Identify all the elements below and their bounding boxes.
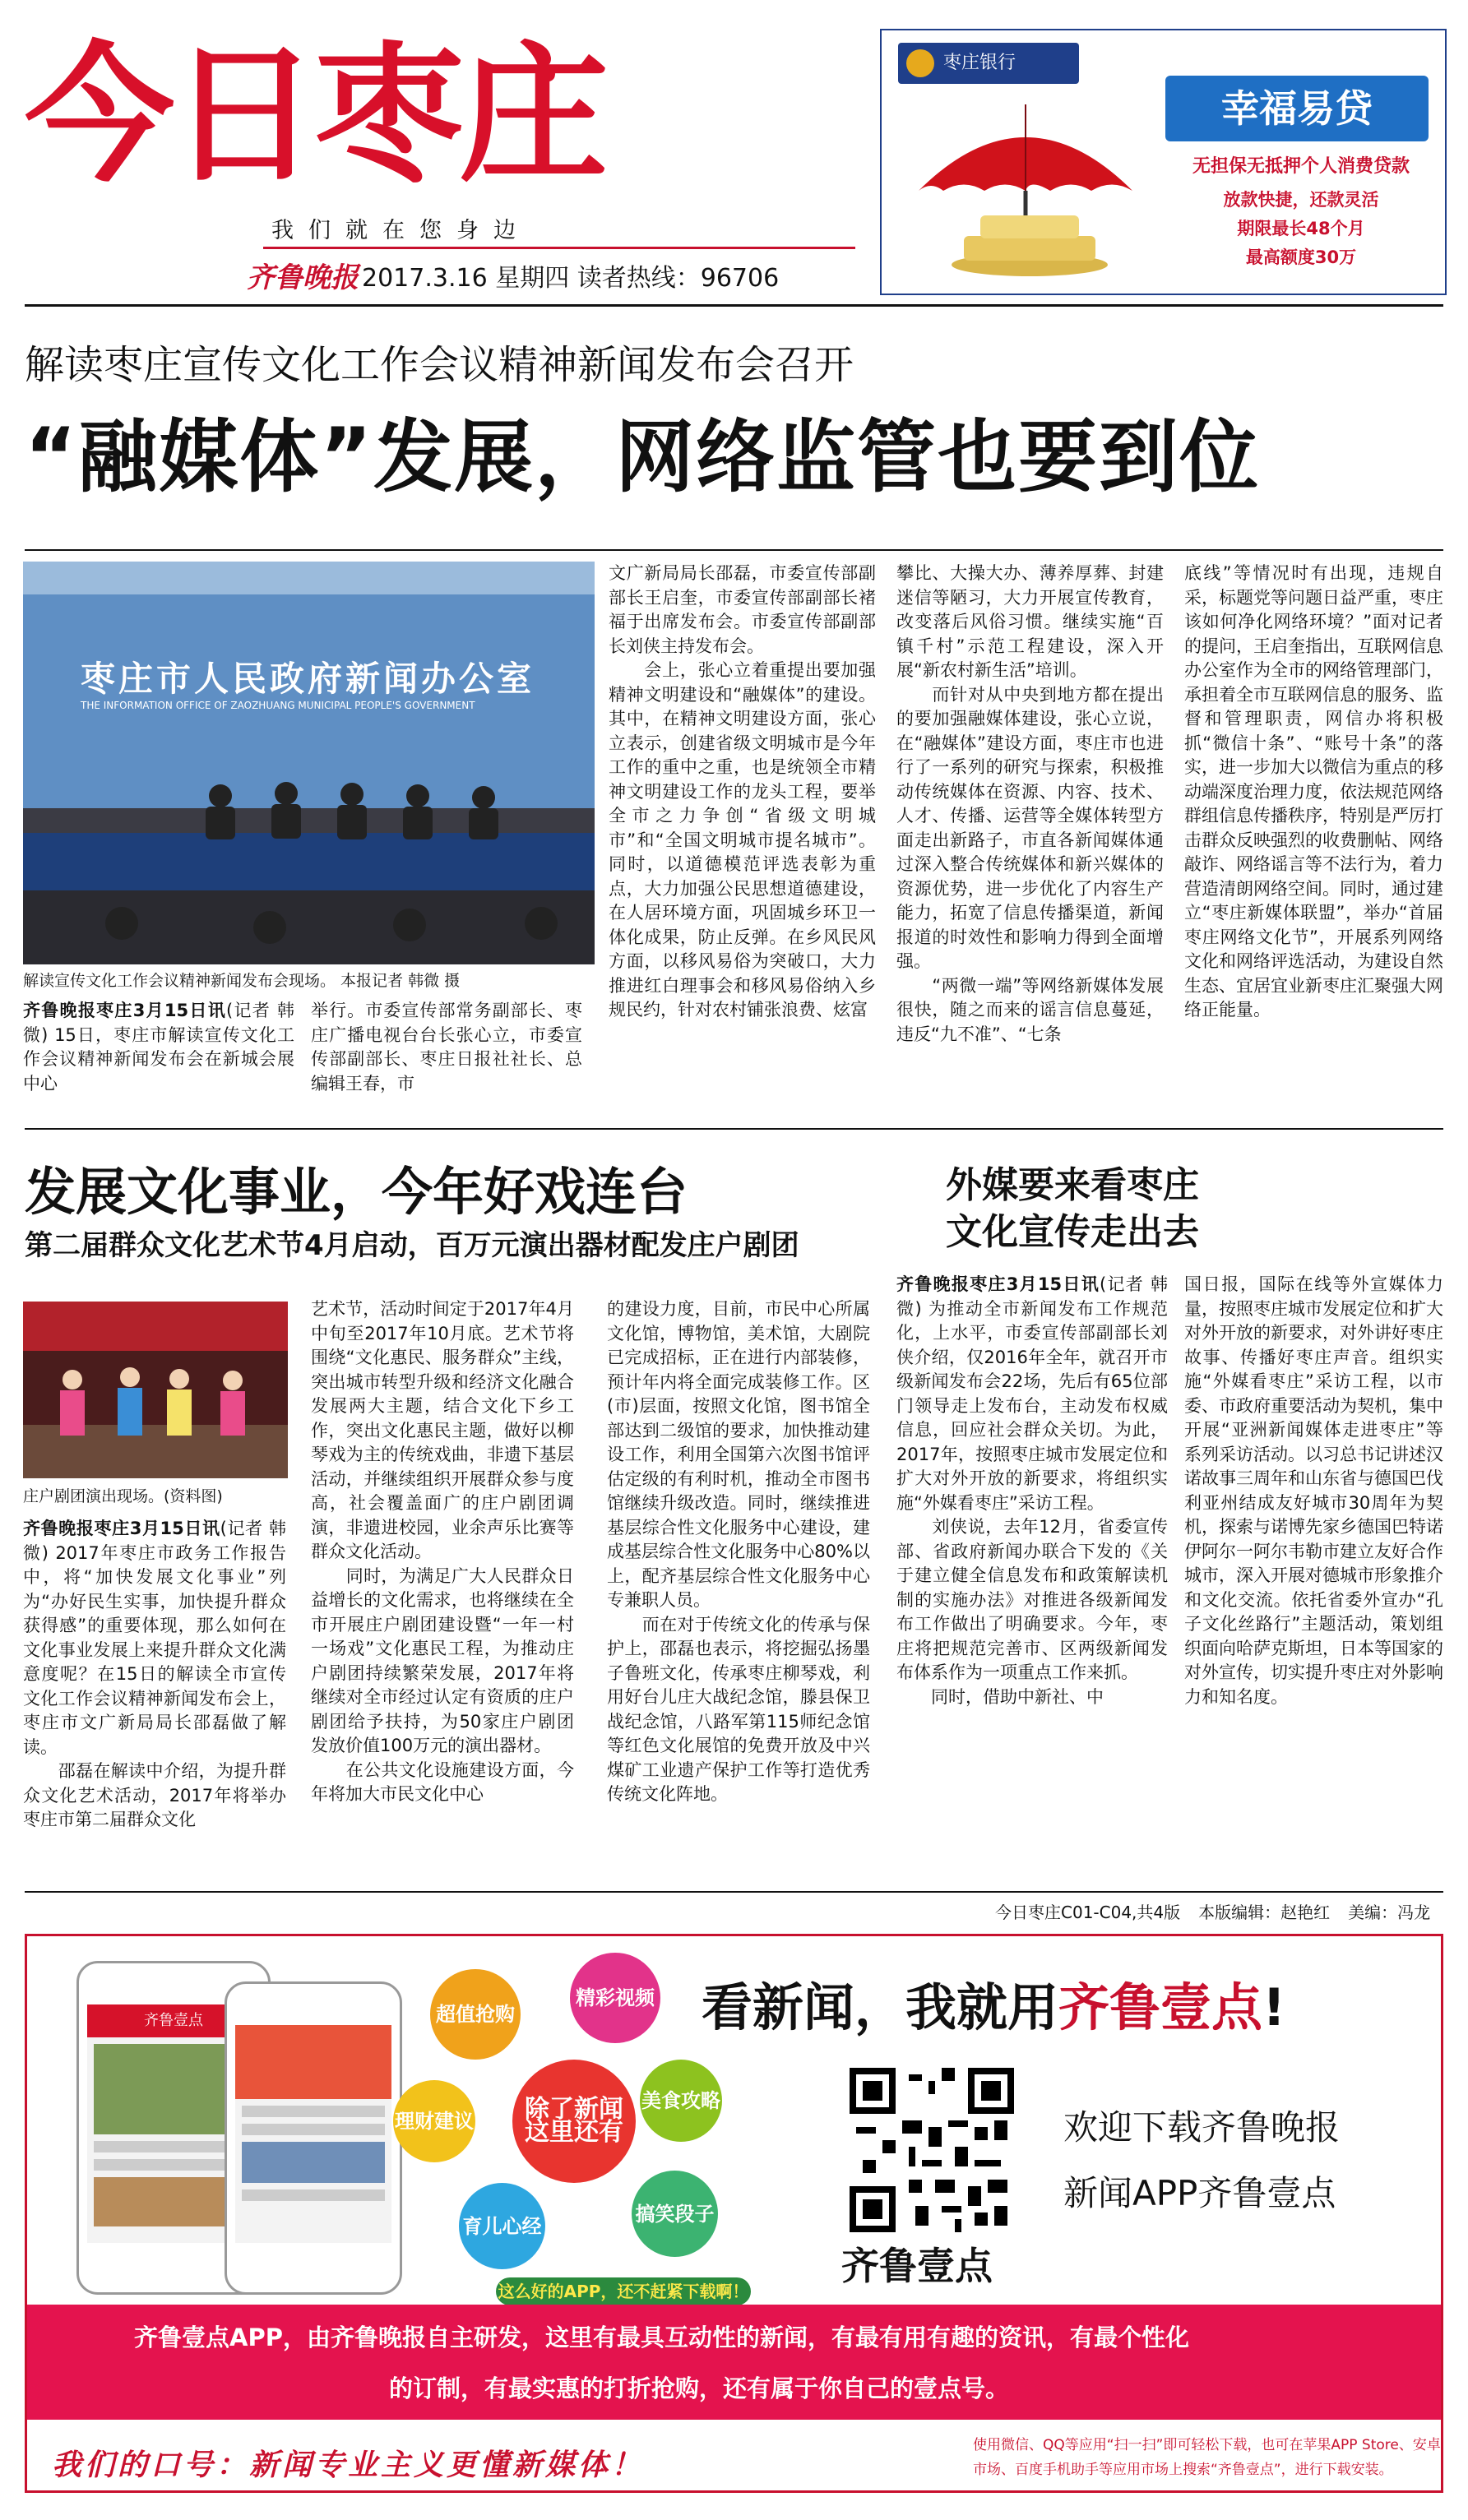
band-line-1: 齐鲁壹点APP，由齐鲁晚报自主研发，这里有最具互动性的新闻，有最有用有趣的资讯，有最个性化 xyxy=(134,2323,1189,2351)
photo-caption: 解读宣传文化工作会议精神新闻发布会现场。 本报记者 韩微 摄 xyxy=(23,972,461,990)
phone-mockup-front xyxy=(225,1981,402,2295)
download-note-2: 市场、百度手机助手等应用市场上搜索“齐鲁壹点”，进行下载安装。 xyxy=(973,2462,1393,2478)
photo-sign-en: THE INFORMATION OFFICE OF ZAOZHUANG MUNICIPAL PEOPLE'S GOVERNMENT xyxy=(81,700,475,711)
bank-ad-line: 最高额度30万 xyxy=(1245,247,1357,267)
lead-column-2: 举行。市委宣传部常务副部长、枣庄广播电视台台长张心立，市委宣传部副部长、枣庄日报社社长、总编辑王春，市 xyxy=(311,1001,582,1094)
tagline-brand: 齐鲁壹点 xyxy=(1058,1977,1263,2037)
credits-divider xyxy=(25,1891,1443,1893)
download-line-2: 新闻APP齐鲁壹点 xyxy=(1063,2173,1336,2213)
bank-ad-banner: 幸福易贷 xyxy=(1165,76,1429,141)
lead-kicker: 解读枣庄宣传文化工作会议精神新闻发布会召开 xyxy=(25,342,854,388)
opera-troupe-photo xyxy=(23,1302,288,1478)
tagline-suffix: ! xyxy=(1262,1977,1286,2037)
phone-screen xyxy=(235,2025,391,2243)
lead-column-5: 底线”等情况时有出现，违规自采，标题党等问题日益严重，枣庄该如何净化网络环境？”面对记者的提问，王启奎指出，互联网信息办公室作为全市的网络管理部门，承担着全市互联网信息的服务、监督和管理职责，网信办将积极抓“微信十条”、“账号十条”的落实，进一步加大以微信为重点的移动端深度治理力度，依法规范网络群组信息传播秩序，特别是严厉打击群众反映强烈的收费删帖、网络敲诈、网络谣言等不法行为，着力营造清朗网络空间。同时，通过建立“枣庄新媒体联盟”，举办“首届枣庄网络文化节”，开展系列网络文化和网络评选活动，为建设自然生态、宜居宜业新枣庄汇聚强大网络正能量。 xyxy=(1184,563,1443,1020)
masthead-divider xyxy=(263,247,855,249)
bank-ad-line: 期限最长48个月 xyxy=(1237,219,1365,238)
story2-dateline: 齐鲁晚报枣庄3月15日讯 xyxy=(23,1519,220,1538)
opera-illustration xyxy=(23,1302,288,1478)
lead-dateline: 齐鲁晚报枣庄3月15日讯 xyxy=(23,1001,226,1020)
credits-editor: 本版编辑：赵艳红 xyxy=(1198,1903,1331,1922)
feature-bubble-center: 除了新闻 这里还有 xyxy=(512,2060,636,2183)
press-conference-photo xyxy=(23,562,595,964)
feature-bubble-video: 精彩视频 xyxy=(570,1953,660,2043)
story2-divider xyxy=(25,1128,1443,1130)
app-ad-tagline xyxy=(702,1967,1285,2040)
story2-headline: 发展文化事业，今年好戏连台 xyxy=(25,1162,688,1222)
paper-logo: 齐鲁晚报 xyxy=(247,261,359,294)
bank-logo-icon xyxy=(906,49,934,77)
lead-divider xyxy=(25,549,1443,551)
story3-column-1 xyxy=(896,1273,1168,1873)
story2-column-2: 艺术节，活动时间定于2017年4月中旬至2017年10月底。艺术节将围绕“文化惠民、服务群众”主线，突出城市转型升级和经济文化融合发展两大主题，结合文化下乡工作，突出文化惠民主题，做好以柳琴戏为主的传统戏曲，非遗下基层活动，并继续组织开展群众参与度高，社会覆盖面广的庄户剧团调演，非遗进校园，业余声乐比赛等群众文化活动。 同时，为满足广大人民群众日益增长的文化需求，也将继续在全市开展庄户剧团建设暨“一年一村一场戏”文化惠民工程，为推动庄户剧团持续繁荣发展，2017年将继续对全市经过认定有资质的庄户剧团给予扶持，为50家庄户剧团发放价值100万元的演出器材。 在公共文化设施建设方面，今年将加大市民文化中心 xyxy=(311,1299,574,1804)
story3-column-2: 国日报，国际在线等外宣媒体力量，按照枣庄城市发展定位和扩大对外开放的新要求，对外讲好枣庄故事、传播好枣庄声音。组织实施“外媒看枣庄”采访工程，以市委、市政府重要活动为契机，集中开展“亚洲新闻媒体走进枣庄”等系列采访活动。以习总书记讲述汉诺故事三周年和山东省与德国巴伐利亚州结成友好城市30周年为契机，探索与诺博先家乡德国巴特诺伊阿尔一阿尔韦勒市建立友好合作城市，深入开展对德城市形象推介和文化交流。依托省委外宣办“孔子文化丝路行”主题活动，策划组织面向哈萨克斯坦，日本等国家的对外宣传，切实提升枣庄对外影响力和知名度。 xyxy=(1184,1274,1443,1707)
story2-column-3: 的建设力度，目前，市民中心所属文化馆，博物馆，美术馆，大剧院已完成招标，正在进行内部装修，预计年内将全面完成装修工作。区(市)层面，按照文化馆，图书馆全部达到二级馆的要求，加快推动建设工作，利用全国第六次图书馆评估定级的有利时机，推动全市图书馆继续升级改造。同时，继续推进基层综合性文化服务中心建设，建成基层综合性文化服务中心80%以上，配齐基层综合性文化服务中心专兼职人员。 而在对于传统文化的传承与保护上，邵磊也表示，将挖掘弘扬墨子鲁班文化，传承枣庄柳琴戏，利用好台儿庄大战纪念馆，滕县保卫战纪念馆，八路军第115师纪念馆等红色文化展馆的免费开放及中兴煤矿工业遗产保护工作等打造优秀传统文化阵地。 xyxy=(607,1299,870,1804)
credits-designer: 美编：冯龙 xyxy=(1348,1903,1431,1922)
lead-col1-text: (记者 韩微) 15日，枣庄市解读宣传文化工作会议精神新闻发布会在新城会展中心 xyxy=(23,1001,294,1094)
app-ad xyxy=(25,1934,1443,2493)
download-line-1: 欢迎下载齐鲁晚报 xyxy=(1063,2107,1341,2148)
feature-bubble-jokes: 搞笑段子 xyxy=(632,2171,718,2257)
lead-column-3: 文广新局局长邵磊，市委宣传部副部长王启奎，市委宣传部副部长褚福于出席发布会。市委宣传部副部长刘侠主持发布会。 会上，张心立着重提出要加强精神文明建设和“融媒体”的建设。其中，在精神文明建设方面，张心立表示，创建省级文明城市是今年工作的重中之重，也是统领全市精神文明建设工作的龙头工程，要举全市之力争创“省级文明城市”和“全国文明城市提名城市”。同时，以道德模范评选表彰为重点，大力加强公民思想道德建设，在人居环境方面，巩固城乡环卫一体化成果，防止反弹。在乡风民风方面，以移风易俗为突破口，大力推进红白理事会和移风易俗纳入乡规民约，针对农村铺张浪费、炫富 xyxy=(609,563,876,1020)
feature-bubble-food: 美食攻略 xyxy=(640,2060,722,2142)
lead-column-1 xyxy=(23,999,294,1122)
story2-col1-text: (记者 韩微) 2017年枣庄市政务工作报告中，将“加快发展文化事业”列为“办好民生实事，加快提升群众获得感”的重要体现，那么如何在文化事业发展上来提升群众文化满意度呢？在15日的解读全市宣传文化工作会议精神新闻发布会上，枣庄市文广新局局长邵磊做了解读。 邵磊在解读中介绍，为提升群众文化艺术活动，2017年将举办枣庄市第二届群众文化 xyxy=(23,1519,286,1829)
credits-pages: 今日枣庄C01-C04,共4版 xyxy=(995,1903,1181,1922)
bubble-ribbon: 这么好的APP，还不赶紧下载啊！ xyxy=(496,2277,751,2305)
feature-bubble-finance: 理财建议 xyxy=(393,2080,475,2162)
photo2-caption: 庄户剧团演出现场。(资料图) xyxy=(23,1487,223,1505)
qr-brand: 齐鲁壹点 xyxy=(841,2244,993,2288)
lead-headline: “融媒体”发展，网络监管也要到位 xyxy=(25,411,1261,503)
story3-dateline: 齐鲁晚报枣庄3月15日讯 xyxy=(896,1274,1100,1294)
story3-headline-line2: 文化宣传走出去 xyxy=(946,1211,1199,1253)
story2-subhead: 第二届群众文化艺术节4月启动，百万元演出器材配发庄户剧团 xyxy=(25,1229,799,1262)
story3-col1-text: (记者 韩微) 为推动全市新闻发布工作规范化，上水平，市委宣传部副部长刘侠介绍，仅2016年全年，就召开市级新闻发布会22场，先后有65位部门领导走上发布台，主动发布权威信息，回应社会群众关切。为此，2017年，按照枣庄城市发展定位和扩大对外开放的新要求，将组织实施“外媒看枣庄”采访工程。 刘侠说，去年12月，省委宣传部、省政府新闻办联合下发的《关于建立健全信息发布和政策解读机制的实施办法》对推进各级新闻发布工作做出了明确要求。今年，枣庄将把规范完善市、区两级新闻发布体系作为一项重点工作来抓。 同时，借助中新社、中 xyxy=(896,1274,1168,1707)
issue-line: 2017.3.16 星期四 读者热线：96706 xyxy=(362,264,780,293)
page-credits xyxy=(995,1899,1430,1923)
bank-ad-subtitle: 无担保无抵押个人消费贷款 xyxy=(1192,156,1410,177)
bank-ad xyxy=(880,29,1447,295)
masthead-slogan: 我们就在您身边 xyxy=(271,218,530,243)
bank-name: 枣庄银行 xyxy=(943,53,1016,73)
download-note-1: 使用微信、QQ等应用“扫一扫”即可轻松下载，也可在苹果APP Store、安卓 xyxy=(973,2437,1441,2453)
photo-sign: 枣庄市人民政府新闻办公室 xyxy=(81,659,535,699)
phone-app-header: 齐鲁壹点 xyxy=(87,2004,260,2037)
qr-code-icon[interactable] xyxy=(850,2068,1014,2232)
tagline-prefix: 看新闻，我就用 xyxy=(702,1977,1059,2037)
feature-bubble-parenting: 育儿心经 xyxy=(459,2183,545,2269)
masthead-title: 今日枣庄 xyxy=(25,28,604,202)
story3-headline-line1: 外媒要来看枣庄 xyxy=(946,1164,1199,1206)
band-line-2: 的订制，有最实惠的打折抢购，还有属于你自己的壹点号。 xyxy=(389,2374,1010,2402)
lead-column-4: 攀比、大操大办、薄养厚葬、封建迷信等陋习，大力开展宣传教育，改变落后风俗习惯。继续实施“百镇千村”示范工程建设，深入开展“新农村新生活”培训。 而针对从中央到地方都在提出的要加强融媒体建设，张心立说，在“融媒体”建设方面，枣庄市也进行了一系列的研究与探索，积极推动传统媒体在资源、内容、技术、人才、传播、运营等全媒体转型方面走出新路子，市直各新闻媒体通过深入整合传统媒体和新兴媒体的资源优势，进一步优化了内容生产能力，拓宽了信息传播渠道，新闻报道的时效性和影响力得到全面增强。 “两微一端”等网络新媒体发展很快，随之而来的谣言信息蔓延，违反“九不准”、“七条 xyxy=(896,563,1164,1044)
story2-column-1 xyxy=(23,1517,286,1870)
feature-bubble-deals: 超值抢购 xyxy=(430,1969,521,2060)
umbrella-icon xyxy=(906,100,1145,281)
app-ad-band xyxy=(27,2305,1443,2420)
masthead-bottom-rule xyxy=(25,304,1443,307)
press-conference-illustration xyxy=(23,562,595,964)
app-ad-motto: 我们的口号：新闻专业主义更懂新媒体！ xyxy=(52,2448,645,2482)
bank-logo xyxy=(898,43,1079,84)
bank-ad-line: 放款快捷，还款灵活 xyxy=(1223,190,1379,210)
